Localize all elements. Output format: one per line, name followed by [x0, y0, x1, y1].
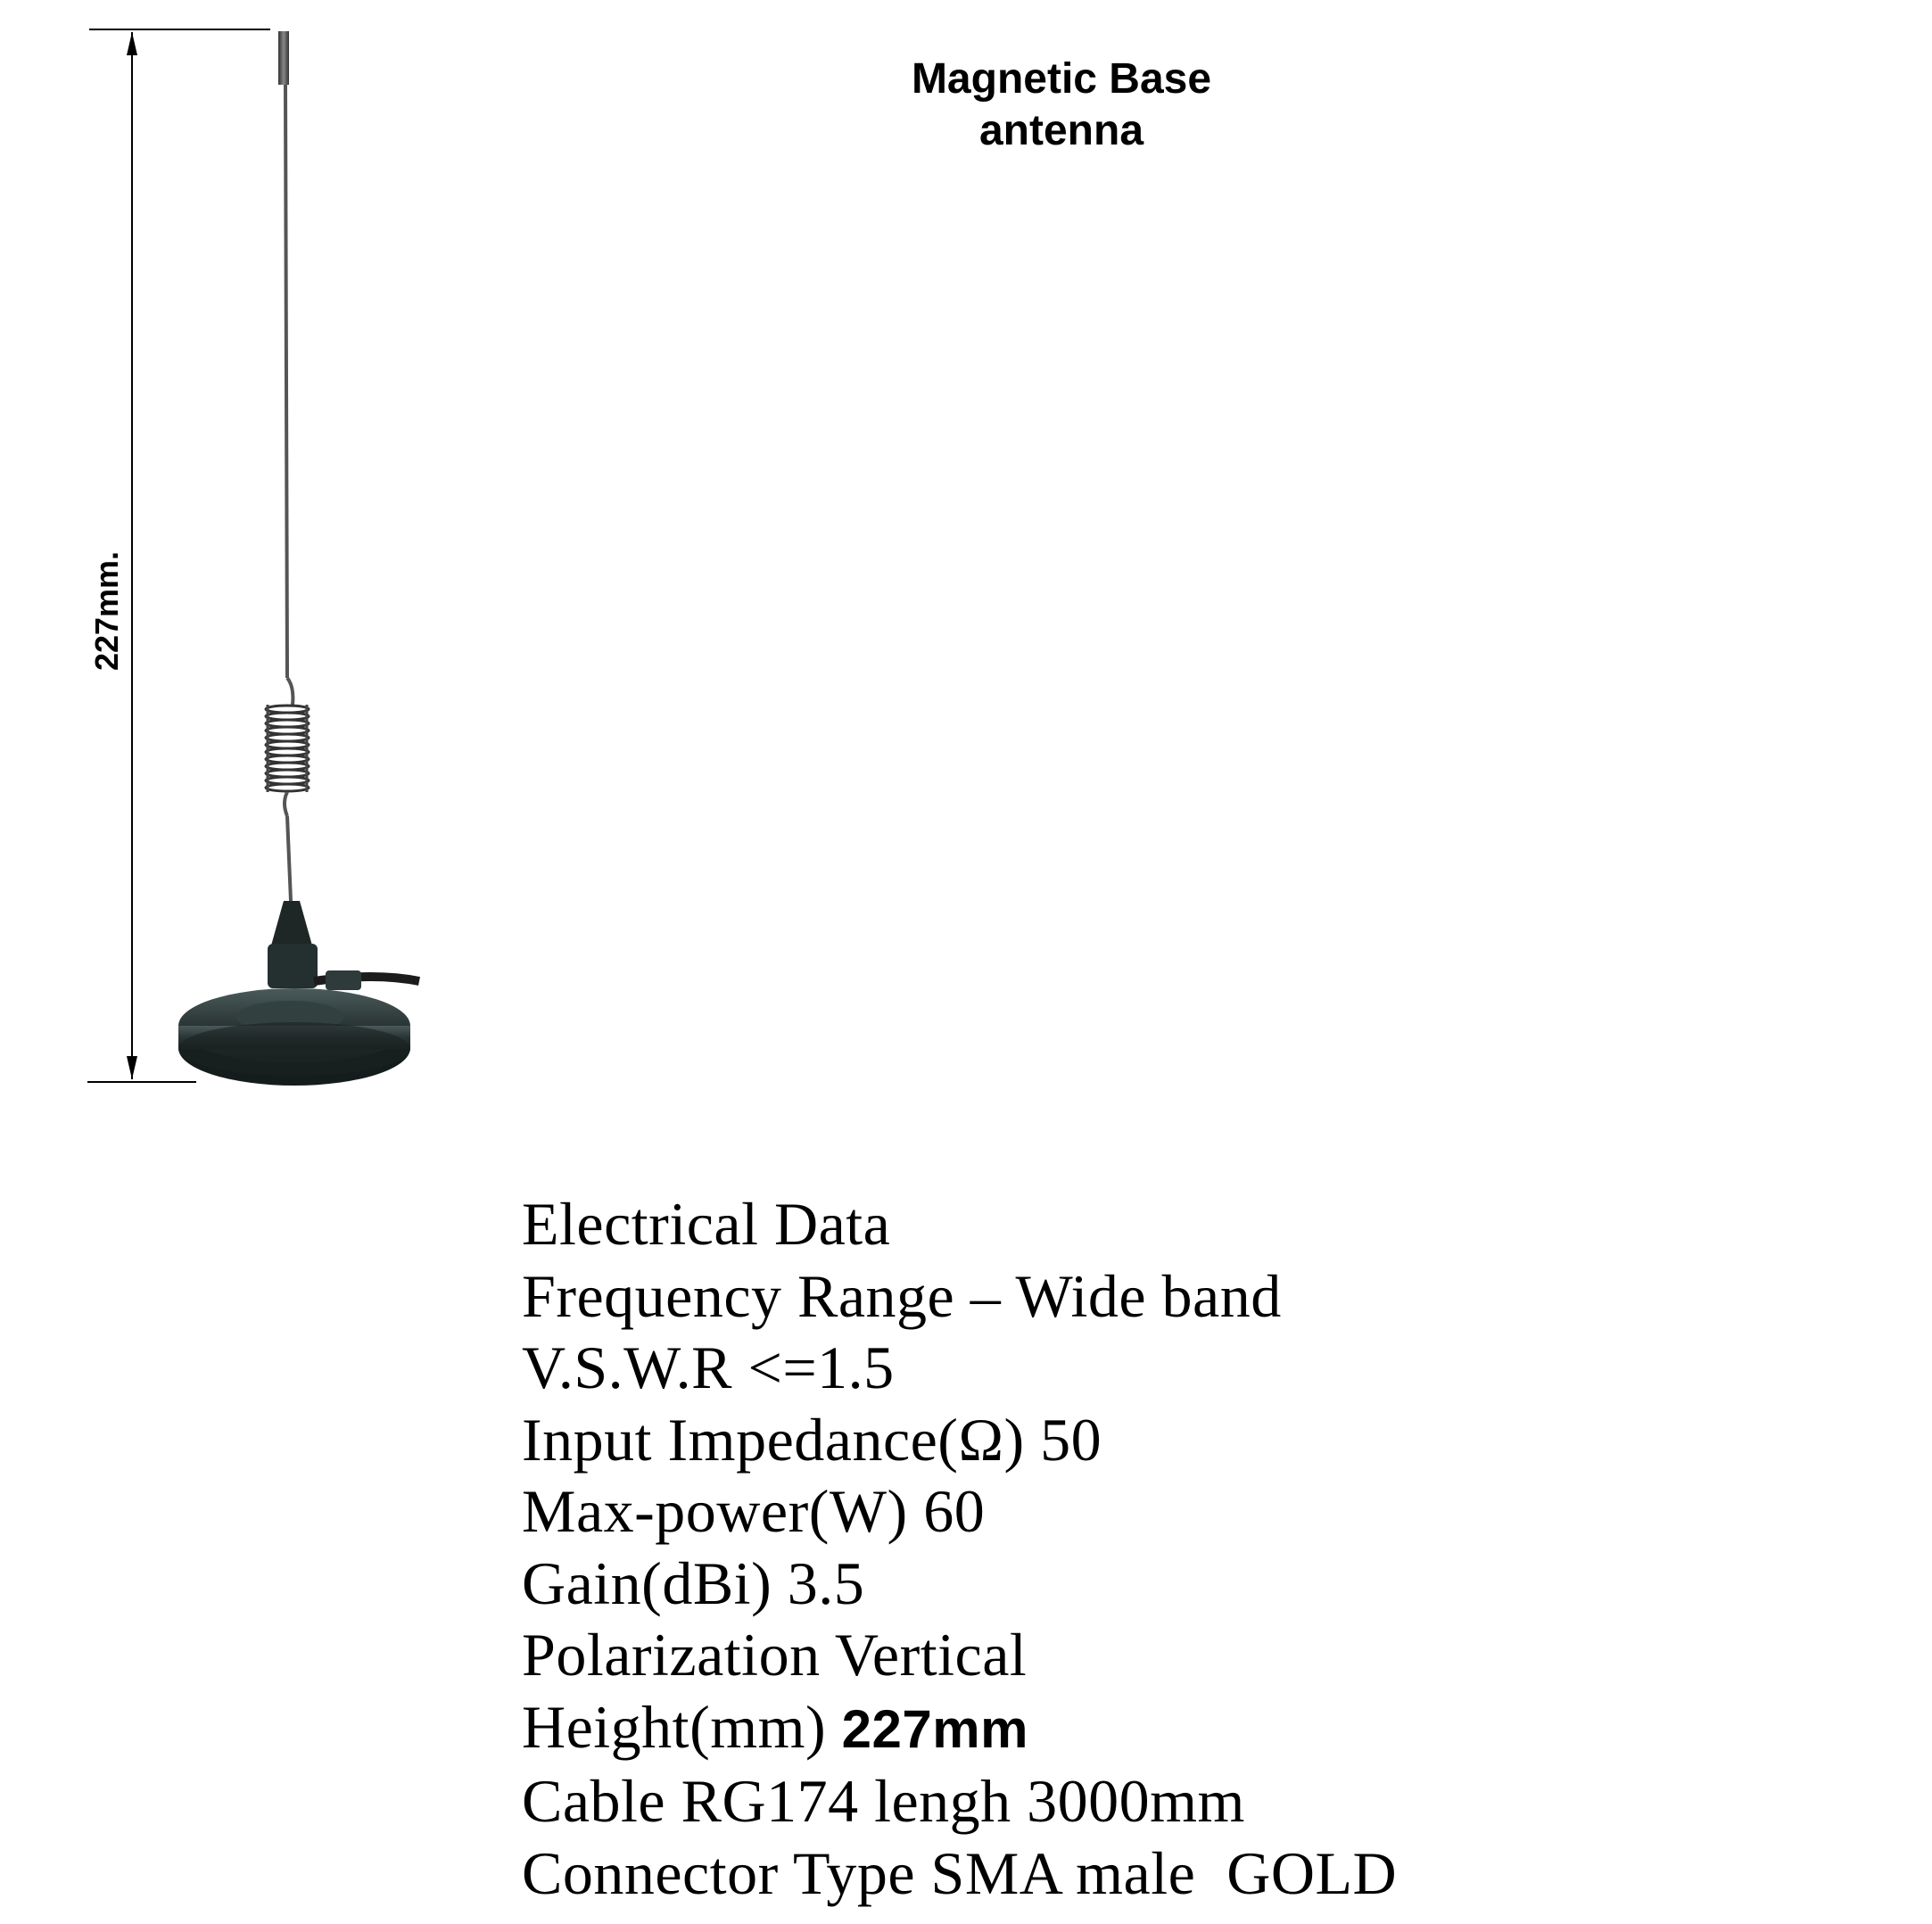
- height-dimension-label: 227mm.: [88, 550, 125, 672]
- spec-row-height: [522, 1691, 1397, 1766]
- antenna-drawing: [0, 0, 464, 1106]
- spec-label: Input Impedance(Ω): [522, 1405, 1025, 1474]
- spec-value: <=1.5: [747, 1334, 895, 1401]
- spec-row-cable: [522, 1765, 1397, 1837]
- antenna-icon: [178, 31, 419, 1086]
- spec-row-impedance: [522, 1404, 1397, 1476]
- electrical-specs: [522, 1188, 1397, 1909]
- spec-row-vswr: [522, 1332, 1397, 1404]
- spec-label: Frequency Range: [522, 1261, 955, 1330]
- spec-label: Max-power(W): [522, 1477, 908, 1545]
- spec-value: Vertical: [834, 1621, 1028, 1689]
- spec-value: SMA male GOLD: [930, 1838, 1398, 1907]
- spec-row-max-power: [522, 1475, 1397, 1548]
- spec-label: V.S.W.R: [522, 1334, 732, 1401]
- specs-heading: Electrical Data: [522, 1190, 891, 1258]
- title-line-1: Magnetic Base: [911, 55, 1212, 103]
- title-line-2: antenna: [978, 107, 1144, 154]
- spec-value: 227mm: [841, 1698, 1028, 1759]
- spec-label: Connector Type: [522, 1838, 915, 1907]
- spec-row-frequency: [522, 1260, 1397, 1333]
- spec-value: 60: [923, 1477, 986, 1545]
- spec-label: Height(mm): [522, 1692, 827, 1761]
- spec-row-polarization: [522, 1619, 1397, 1691]
- spec-label: Gain(dBi): [522, 1548, 772, 1617]
- spec-label: Polarization: [522, 1621, 821, 1689]
- spec-value: 3.5: [787, 1548, 865, 1617]
- spec-row-gain: [522, 1548, 1397, 1620]
- spec-label: Cable RG174 lengh: [522, 1767, 1011, 1835]
- spec-value: 3000mm: [1027, 1767, 1245, 1835]
- spec-value: Wide band: [1015, 1261, 1282, 1330]
- spec-value: 50: [1040, 1405, 1102, 1474]
- page-title: [892, 54, 1231, 157]
- spec-row-connector: [522, 1837, 1397, 1910]
- dash-separator: –: [954, 1261, 1016, 1330]
